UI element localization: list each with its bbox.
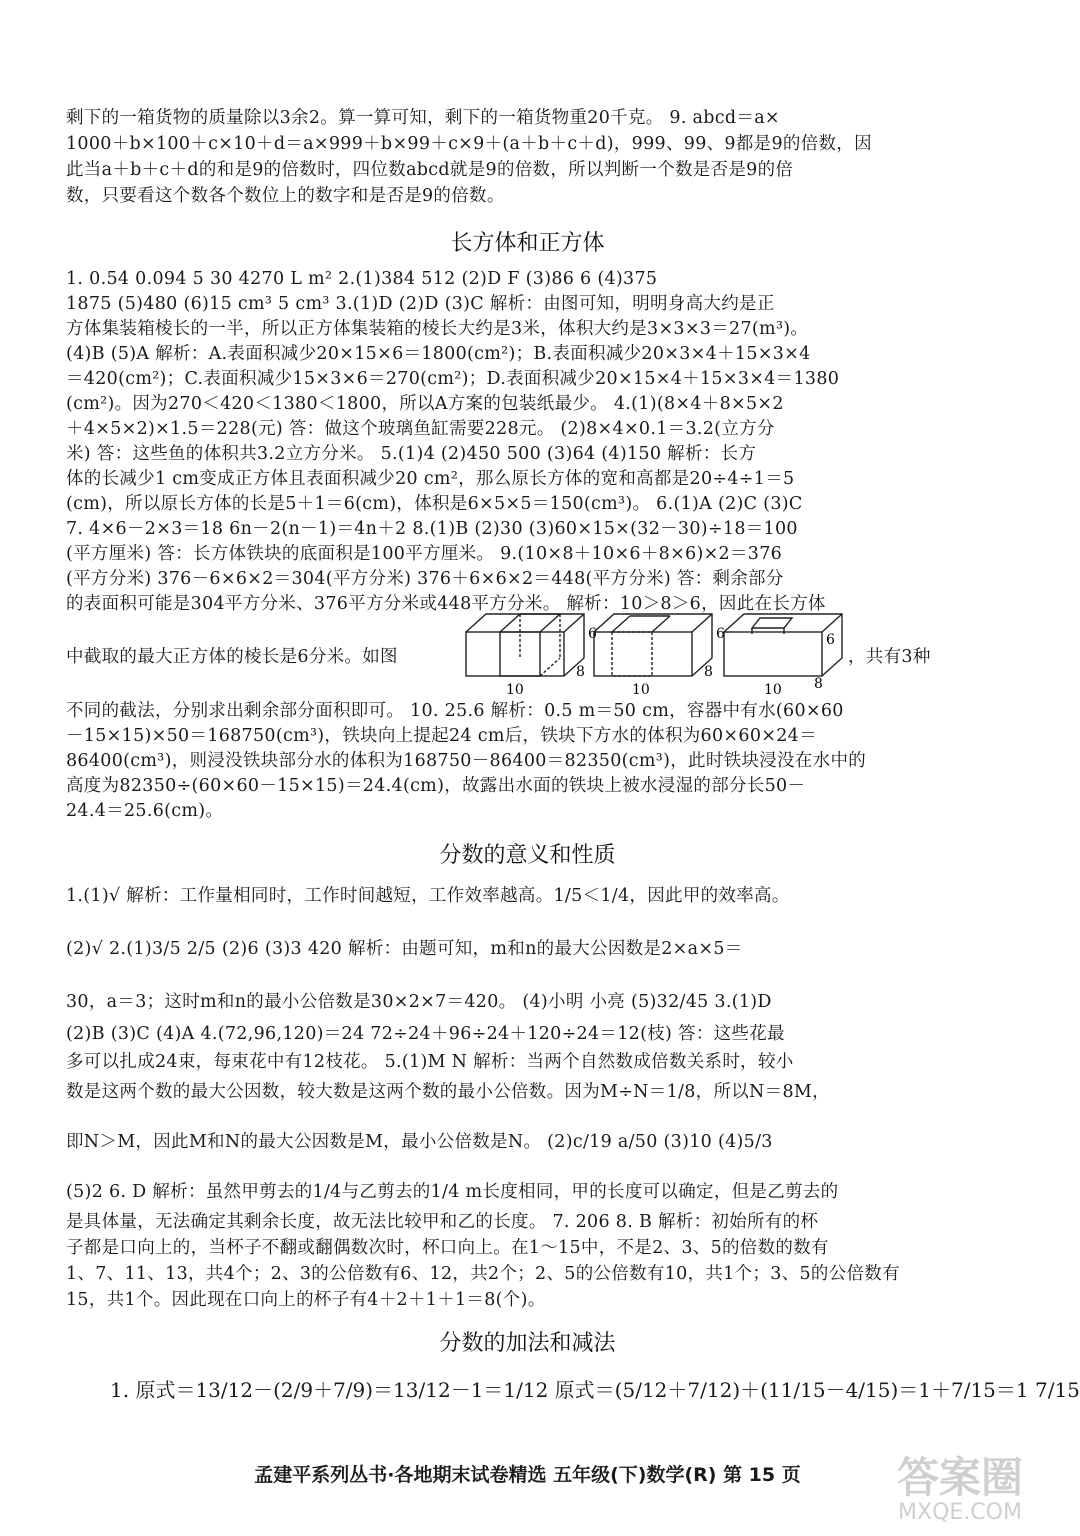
text-line: －15×15)×50＝168750(cm³)，铁块向上提起24 cm后，铁块下方水的体积为60×60×24＝ <box>66 726 817 746</box>
text-line: 多可以扎成24束，每束花中有12枝花。 5.(1)M N 解析：当两个自然数成倍数关系时，较小 <box>66 1052 794 1072</box>
page-footer: 孟建平系列丛书·各地期末试卷精选 五年级(下)数学(R) 第 15 页 <box>254 1464 801 1486</box>
section-title: 长方体和正方体 <box>450 231 605 256</box>
text-line: 30，a＝3；这时m和n的最小公倍数是30×2×7＝420。 (4)小明 小亮 (5)32/45 3.(1)D <box>66 992 772 1012</box>
text-line: (cm)，所以原长方体的长是5＋1＝6(cm)，体积是6×5×5＝150(cm³)。 6.(1)A (2)C (3)C <box>66 494 803 514</box>
section-title: 分数的意义和性质 <box>439 843 616 868</box>
text-line: (4)B (5)A 解析：A.表面积减少20×15×6＝1800(cm²)；B.表面积减少20×3×4＋15×3×4 <box>66 344 811 364</box>
text-line: 1、7、11、13，共4个；2、3的公倍数有6、12，共2个；2、5的公倍数有10，共1个；3、5的公倍数有 <box>66 1264 900 1284</box>
text-line: 86400(cm³)，则浸没铁块部分水的体积为168750－86400＝82350(cm³)，此时铁块浸没在水中的 <box>66 751 867 771</box>
text-line: 1.(1)√ 解析：工作量相同时，工作时间越短，工作效率越高。1/5＜1/4，因此甲的效率高。 <box>66 886 790 906</box>
text-line: (平方分米) 376－6×6×2＝304(平方分米) 376＋6×6×2＝448(平方分米) 答：剩余部分 <box>66 569 784 589</box>
text-line: 高度为82350÷(60×60－15×15)＝24.4(cm)，故露出水面的铁块上被水浸湿的部分长50－ <box>66 776 806 796</box>
dimension-label: 6 <box>588 626 597 642</box>
text-line: 1875 (5)480 (6)15 cm³ 5 cm³ 3.(1)D (2)D (3)C 解析：由图可知，明明身高大约是正 <box>66 294 775 314</box>
text-line: 15，共1个。因此现在口向上的杯子有4＋2＋1＋1＝8(个)。 <box>66 1290 546 1310</box>
text-line: 剩下的一箱货物的质量除以3余2。算一算可知，剩下的一箱货物重20千克。 9. abcd＝a× <box>66 108 780 128</box>
section-title: 分数的加法和减法 <box>439 1331 616 1356</box>
dimension-label: 8 <box>814 676 823 692</box>
text-line: ，共有3种 <box>848 647 931 667</box>
text-line: 体的长减少1 cm变成正方体且表面积减少20 cm²，那么原长方体的宽和高都是20÷4÷1＝5 <box>66 469 795 489</box>
text-line: (2)B (3)C (4)A 4.(72,96,120)＝24 72÷24＋96÷24＋120÷24＝12(枝) 答：这些花最 <box>66 1024 785 1044</box>
text-line: (平方厘米) 答：长方体铁块的底面积是100平方厘米。 9.(10×8＋10×6＋8×6)×2＝376 <box>66 544 783 564</box>
text-line: 中截取的最大正方体的棱长是6分米。如图 <box>66 647 398 667</box>
cuboid-figure-1 <box>466 614 584 676</box>
dimension-label: 10 <box>506 682 524 698</box>
text-line: 24.4＝25.6(cm)。 <box>66 801 224 821</box>
text-line: 此当a＋b＋c＋d的和是9的倍数时，四位数abcd就是9的倍数，所以判断一个数是否是9的倍 <box>66 160 794 180</box>
text-line: (cm²)。因为270＜420＜1380＜1800，所以A方案的包装纸最少。 4.(1)(8×4＋8×5×2 <box>66 394 784 414</box>
watermark-logo: 答案圈 <box>896 1453 1023 1502</box>
text-line: 子都是口向上的，当杯子不翻或翻偶数次时，杯口向上。在1～15中，不是2、3、5的倍数的数有 <box>66 1238 829 1258</box>
text-line: 米) 答：这些鱼的体积共3.2立方分米。 5.(1)4 (2)450 500 (3)64 (4)150 解析：长方 <box>66 444 757 464</box>
text-line: ＝420(cm²)；C.表面积减少15×3×6＝270(cm²)；D.表面积减少20×15×4＋15×3×4＝1380 <box>66 369 840 389</box>
text-line: 数，只要看这个数各个数位上的数字和是否是9的倍数。 <box>66 186 505 206</box>
text-line: 1000＋b×100＋c×10＋d＝a×999＋b×99＋c×9＋(a＋b＋c＋d)，999、99、9都是9的倍数，因 <box>66 134 872 154</box>
watermark-url: MXQE.COM <box>898 1500 1022 1525</box>
text-line: 1. 0.54 0.094 5 30 4270 L m² 2.(1)384 512 (2)D F (3)86 6 (4)375 <box>66 269 658 289</box>
text-line: 方体集装箱棱长的一半，所以正方体集装箱的棱长大约是3米，体积大约是3×3×3＝27(m³)。 <box>66 319 809 339</box>
text-line: 的表面积可能是304平方分米、376平方分米或448平方分米。 解析：10＞8＞6，因此在长方体 <box>66 594 826 614</box>
text-line: (2)√ 2.(1)3/5 2/5 (2)6 (3)3 420 解析：由题可知，m和n的最大公因数是2×a×5＝ <box>66 939 743 959</box>
text-line: 7. 4×6－2×3＝18 6n－2(n－1)＝4n＋2 8.(1)B (2)30 (3)60×15×(32－30)÷18＝100 <box>66 519 798 539</box>
dimension-label: 6 <box>826 632 835 648</box>
cuboid-figures <box>462 604 842 696</box>
text-line: 不同的截法，分别求出剩余部分面积即可。 10. 25.6 解析：0.5 m＝50 cm，容器中有水(60×60 <box>66 701 844 721</box>
text-line: 是具体量，无法确定其剩余长度，故无法比较甲和乙的长度。 7. 206 8. B 解析：初始所有的杯 <box>66 1212 819 1232</box>
cuboid-figure-3 <box>724 614 842 676</box>
dimension-label: 10 <box>764 682 782 698</box>
watermark <box>885 1453 1035 1526</box>
dimension-label: 8 <box>704 664 713 680</box>
math-line: 1. 原式＝13/12－(2/9＋7/9)＝13/12－1＝1/12 原式＝(5/12＋7/12)＋(11/15－4/15)＝1＋7/15＝1 7/15 <box>110 1378 1080 1402</box>
dimension-label: 10 <box>632 682 650 698</box>
dimension-label: 8 <box>576 664 585 680</box>
dimension-label: 6 <box>716 626 725 642</box>
text-line: ＋4×5×2)×1.5＝228(元) 答：做这个玻璃鱼缸需要228元。 (2)8×4×0.1＝3.2(立方分 <box>66 419 775 439</box>
text-line: 数是这两个数的最大公因数，较大数是这两个数的最小公倍数。因为M÷N＝1/8，所以N＝8M， <box>66 1082 830 1102</box>
text-line: (5)2 6. D 解析：虽然甲剪去的1/4与乙剪去的1/4 m长度相同，甲的长度可以确定，但是乙剪去的 <box>66 1182 839 1202</box>
cuboid-figure-2 <box>594 614 712 676</box>
text-line: 即N＞M，因此M和N的最大公因数是M，最小公倍数是N。 (2)c/19 a/50 (3)10 (4)5/3 <box>66 1132 773 1152</box>
